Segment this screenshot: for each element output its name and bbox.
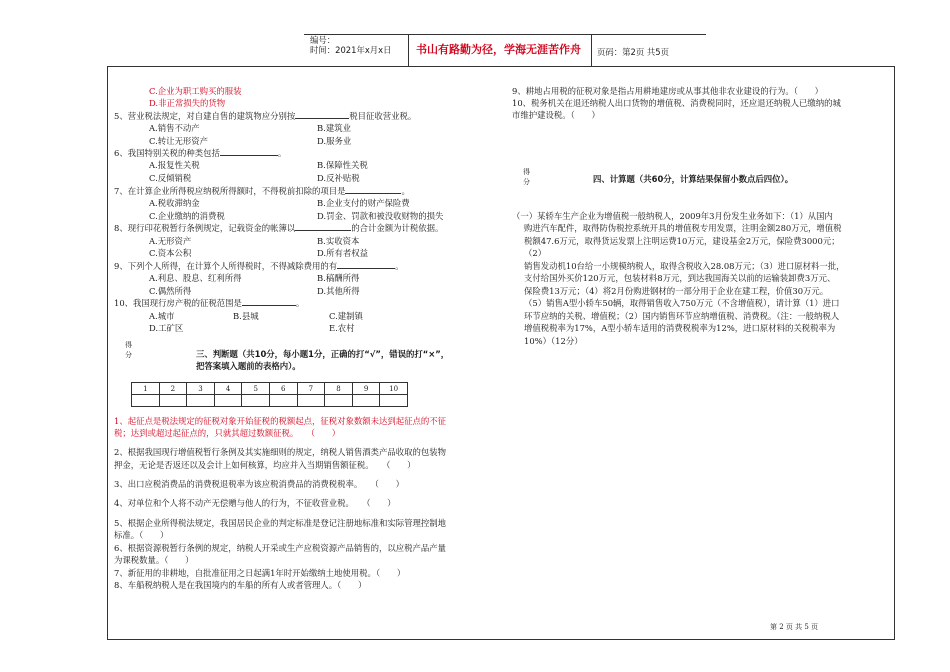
q10-option-d: D.工矿区 xyxy=(149,323,184,333)
page-label: 页码：第2页 共5页 xyxy=(597,47,669,57)
table-answer-row xyxy=(132,395,408,407)
option-d-abnormal-loss: D.非正常损失的货物 xyxy=(149,98,226,108)
score-label-left-b: 分 xyxy=(125,351,132,359)
q6-option-c: C.反倾销税 xyxy=(149,173,192,183)
q10-option-c: C.建制镇 xyxy=(329,311,363,321)
calc-line: 购进汽车配件，取得防伪税控系统开具的增值税专用发票，注明金额280万元，增值税 xyxy=(524,223,842,233)
question-8: 8、现行印花税暂行条例规定，记载资金的帐簿以 的合计金额为计税依据。 xyxy=(114,223,444,233)
q6-option-d: D.反补贴税 xyxy=(317,173,360,183)
blank-line xyxy=(295,230,351,231)
judgement-8: 8、车船税纳税人是在我国境内的车船的所有人或者管理人。（ ） xyxy=(114,580,367,590)
question-6: 6、我国特别关税的种类包括 。 xyxy=(114,148,287,158)
judgement-6-a: 6、根据资源税暂行条例的规定，纳税人开采或生产应税资源产品销售的，以应税产品产量 xyxy=(114,543,446,553)
blank-line xyxy=(220,155,278,156)
answer-cell[interactable] xyxy=(297,395,325,407)
calc-line: 环节应纳的关税、增值税；（2）国内销售环节应纳增值税、消费税。（注：一般纳税人 xyxy=(524,311,840,321)
q5-option-c: C.转让无形资产 xyxy=(149,136,209,146)
table-cell: 6 xyxy=(269,383,297,395)
judgement-5-a: 5、根据企业所得税法规定，我国居民企业的判定标准是登记注册地标准和实际管理控制地 xyxy=(114,518,446,528)
number-label: 编号： xyxy=(310,35,336,45)
calc-line: （一）某轿车生产企业为增值税一般纳税人，2009年3月份发生业务如下：（1）从国内 xyxy=(512,211,833,221)
answer-cell[interactable] xyxy=(214,395,242,407)
judgement-10-b: 市维护建设税。（ ） xyxy=(512,110,600,120)
q8-option-d: D.所有者权益 xyxy=(317,248,368,258)
answer-cell[interactable] xyxy=(242,395,270,407)
q9-option-b: B.稿酬所得 xyxy=(317,273,360,283)
q10-option-a: A.城市 xyxy=(149,311,175,321)
score-label-right-a: 得 xyxy=(523,168,530,176)
judgement-2-b: 押金，无论是否返还以及会计上如何核算，均应并入当期销售额征税。 （ ） xyxy=(114,460,416,470)
answer-cell[interactable] xyxy=(352,395,380,407)
calc-line: 支付给国外买价120万元，包装材料8万元，到达我国海关以前的运输装卸费3万元、 xyxy=(524,273,836,283)
answer-cell[interactable] xyxy=(132,395,160,407)
blank-line xyxy=(337,268,395,269)
judgement-10-a: 10、税务机关在退还纳税人出口货物的增值税、消费税同时，还应退还纳税人已缴纳的城 xyxy=(512,98,841,108)
q9-option-c: C.偶然所得 xyxy=(149,286,192,296)
calc-line: 保险费13万元；（4）将2月份购进钢材的一部分用于企业在建工程，价值30万元。 xyxy=(524,286,829,296)
judgement-answer-table xyxy=(131,382,408,407)
judgement-1-b: 税；达到或超过起征点的，只就其超过数额征税。 （ ） xyxy=(114,428,341,438)
table-header-row xyxy=(132,383,408,395)
score-label-right-b: 分 xyxy=(523,178,530,186)
header-top-rule xyxy=(304,34,706,35)
answer-cell[interactable] xyxy=(325,395,353,407)
q8-option-c: C.资本公积 xyxy=(149,248,192,258)
table-cell: 8 xyxy=(325,383,353,395)
section-3-title-b: 把答案填入题前的表格内）。 xyxy=(196,361,301,371)
q10-option-b: B.县城 xyxy=(233,311,259,321)
q6-option-b: B.保障性关税 xyxy=(317,160,368,170)
section-3-title-a: 三、判断题（共10分，每小题1分，正确的打“√”，错误的打“×”， xyxy=(196,349,450,359)
table-cell: 10 xyxy=(380,383,408,395)
q5-option-d: D.服务业 xyxy=(317,136,352,146)
question-10: 10、我国现行房产税的征税范围是 。 xyxy=(114,298,305,308)
table-cell: 4 xyxy=(214,383,242,395)
q7-option-c: C.企业缴纳的消费税 xyxy=(149,211,225,221)
q7-option-b: B.企业支付的财产保险费 xyxy=(317,198,410,208)
answer-cell[interactable] xyxy=(187,395,215,407)
judgement-9: 9、耕地占用税的征税对象是指占用耕地建房或从事其他非农业建设的行为。（ ） xyxy=(512,86,824,96)
header-divider-left xyxy=(408,34,409,66)
question-9: 9、下列个人所得，在计算个人所得税时，不得减除费用的有 。 xyxy=(114,261,404,271)
table-cell: 9 xyxy=(352,383,380,395)
question-5: 5、营业税法规定，对自建自售的建筑物应分别按 税目征收营业税。 xyxy=(114,111,417,121)
judgement-4: 4、对单位和个人将不动产无偿赠与他人的行为，不征收营业税。 （ ） xyxy=(114,498,396,508)
judgement-7: 7、新征用的非耕地，自批准征用之日起满1年时开始缴纳土地使用税。（ ） xyxy=(114,568,406,578)
header-divider-right xyxy=(591,34,592,66)
table-cell: 1 xyxy=(132,383,160,395)
calc-line: 税额47.6万元，取得货运发票上注明运费10万元，建设基金2万元，保险费3000元； xyxy=(524,236,840,246)
score-label-left-a: 得 xyxy=(125,341,132,349)
calc-line: 增值税税率为17%，A型小轿车适用的消费税税率为12%，进口原材料的关税税率为 xyxy=(524,323,836,333)
page-footer: 第 2 页 共 5 页 xyxy=(770,623,819,631)
q8-option-a: A.无形资产 xyxy=(149,236,192,246)
motto: 书山有路勤为径，学海无涯苦作舟 xyxy=(416,43,581,56)
answer-cell[interactable] xyxy=(269,395,297,407)
q5-option-b: B.建筑业 xyxy=(317,123,351,133)
q6-option-a: A.报复性关税 xyxy=(149,160,200,170)
judgement-2-a: 2、根据我国现行增值税暂行条例及其实施细则的规定，纳税人销售酒类产品收取的包装物 xyxy=(114,447,446,457)
judgement-1-a: 1、起征点是税法规定的征税对象开始征税的税额起点，征税对象数额未达到起征点的不征 xyxy=(114,416,446,426)
judgement-3: 3、出口应税消费品的消费税退税率为该应税消费品的消费税税率。 （ ） xyxy=(114,479,405,489)
table-cell: 7 xyxy=(297,383,325,395)
calc-line: （5）销售A型小轿车50辆，取得销售收入750万元（不含增值税），请计算（1）进口 xyxy=(524,298,840,308)
q10-option-e: E.农村 xyxy=(329,323,355,333)
table-cell: 2 xyxy=(159,383,187,395)
table-cell: 5 xyxy=(242,383,270,395)
table-cell: 3 xyxy=(187,383,215,395)
calc-line: （2） xyxy=(524,248,547,258)
q8-option-b: B.实收资本 xyxy=(317,236,360,246)
question-7: 7、在计算企业所得税应纳税所得额时，不得税前扣除的项目是 。 xyxy=(114,186,410,196)
q7-option-a: A.税收滞纳金 xyxy=(149,198,200,208)
answer-cell[interactable] xyxy=(380,395,408,407)
answer-cell[interactable] xyxy=(159,395,187,407)
blank-line xyxy=(242,305,296,306)
section-4-title: 四、计算题（共60分，计算结果保留小数点后四位）。 xyxy=(593,174,794,184)
q9-option-a: A.利息、股息、红利所得 xyxy=(149,273,242,283)
q9-option-d: D.其他所得 xyxy=(317,286,360,296)
calc-line: 10%）（12分） xyxy=(524,336,583,346)
calc-line: 销售发动机10台给一小规模纳税人，取得含税收入28.08万元；（3）进口原材料一批， xyxy=(524,261,845,271)
time-label: 时间：2021年x月x日 xyxy=(310,45,392,55)
q5-option-a: A.销售不动产 xyxy=(149,123,200,133)
judgement-6-b: 为课税数量。（ ） xyxy=(114,555,194,565)
judgement-5-b: 标准。（ ） xyxy=(114,530,169,540)
option-c-staff-clothing: C.企业为职工购买的服装 xyxy=(149,86,242,96)
q7-option-d: D.罚金、罚款和被没收财物的损失 xyxy=(317,211,444,221)
blank-line xyxy=(295,118,349,119)
blank-line xyxy=(345,193,401,194)
